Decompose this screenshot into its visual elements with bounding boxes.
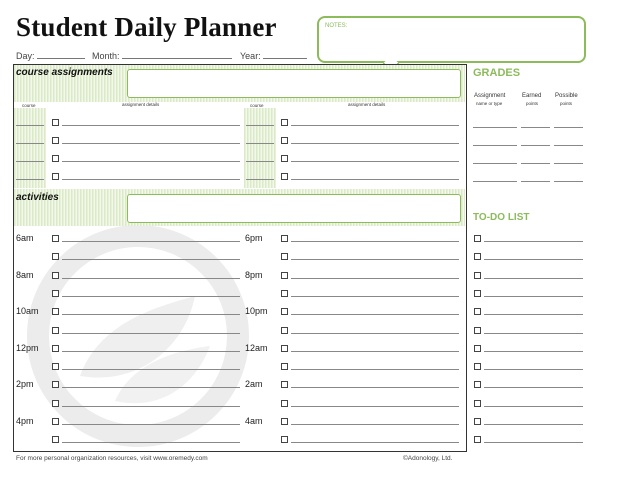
- activity-checkbox-right[interactable]: [281, 418, 288, 425]
- activity-checkbox-left[interactable]: [52, 363, 59, 370]
- grade-possible-line[interactable]: [554, 127, 583, 128]
- todo-checkbox[interactable]: [474, 308, 481, 315]
- month-field[interactable]: [92, 49, 232, 61]
- year-line: [263, 49, 307, 59]
- activity-time-left: 10am: [16, 306, 39, 317]
- activity-line-right[interactable]: [291, 369, 459, 370]
- activity-line-left[interactable]: [62, 278, 240, 279]
- day-line: [37, 49, 85, 59]
- activity-checkbox-right[interactable]: [281, 308, 288, 315]
- activity-checkbox-left[interactable]: [52, 253, 59, 260]
- assignment-checkbox-right[interactable]: [281, 173, 288, 180]
- todo-line[interactable]: [484, 442, 583, 443]
- year-field[interactable]: [240, 49, 307, 61]
- grade-assignment-line[interactable]: [473, 145, 517, 146]
- activity-time-left: 6am: [16, 233, 34, 243]
- grade-possible-line[interactable]: [554, 145, 583, 146]
- notes-box[interactable]: [317, 16, 586, 63]
- activity-line-left[interactable]: [62, 296, 240, 297]
- day-field[interactable]: [16, 49, 85, 61]
- main-section-frame: [13, 64, 467, 452]
- activity-checkbox-left[interactable]: [52, 327, 59, 334]
- activity-line-right[interactable]: [291, 241, 459, 242]
- activity-checkbox-left[interactable]: [52, 400, 59, 407]
- activity-line-left[interactable]: [62, 314, 240, 315]
- assignment-line-left[interactable]: [62, 179, 240, 180]
- activity-line-right[interactable]: [291, 278, 459, 279]
- course-line-right[interactable]: [246, 179, 274, 180]
- page-title: Student Daily Planner: [16, 12, 277, 42]
- todo-checkbox[interactable]: [474, 235, 481, 242]
- todo-checkbox[interactable]: [474, 272, 481, 279]
- grade-possible-line[interactable]: [554, 181, 583, 182]
- grades-col-earned-sub: points: [526, 101, 539, 106]
- course-assignments-input[interactable]: [127, 69, 461, 98]
- assignment-checkbox-left[interactable]: [52, 155, 59, 162]
- course-line-right[interactable]: [246, 143, 274, 144]
- activity-line-right[interactable]: [291, 259, 459, 260]
- grade-assignment-line[interactable]: [473, 181, 517, 182]
- grades-col-possible-sub: points: [560, 101, 573, 106]
- activity-time-right: 2am: [245, 379, 263, 390]
- activity-time-left: 8am: [16, 269, 34, 280]
- todo-line[interactable]: [484, 424, 583, 425]
- course-column-right: [244, 108, 276, 188]
- assignment-checkbox-right[interactable]: [281, 155, 288, 162]
- assignment-line-right[interactable]: [291, 143, 459, 144]
- grade-earned-line[interactable]: [521, 145, 550, 146]
- activity-checkbox-left[interactable]: [52, 235, 59, 242]
- todo-line[interactable]: [484, 406, 583, 407]
- todo-line[interactable]: [484, 278, 583, 279]
- todo-line[interactable]: [484, 351, 583, 352]
- activity-line-left[interactable]: [62, 259, 240, 260]
- grade-earned-line[interactable]: [521, 181, 550, 182]
- course-header-left: course: [22, 103, 36, 108]
- activity-checkbox-left[interactable]: [52, 381, 59, 388]
- assignment-checkbox-left[interactable]: [52, 137, 59, 144]
- notes-label: NOTES:: [325, 23, 348, 29]
- todo-line[interactable]: [484, 369, 583, 370]
- details-header-left: assignment details: [122, 102, 160, 107]
- todo-checkbox[interactable]: [474, 363, 481, 370]
- activity-time-left: 4pm: [16, 416, 34, 426]
- assignment-checkbox-left[interactable]: [52, 173, 59, 180]
- activity-time-left: 2pm: [16, 379, 34, 390]
- course-assignments-title: course assignments: [16, 67, 113, 78]
- footer-left-text: For more personal organization resources, visit www.oremedy.com: [16, 455, 208, 462]
- course-header-right: course: [250, 103, 264, 108]
- activity-line-right[interactable]: [291, 333, 459, 334]
- todo-checkbox[interactable]: [474, 345, 481, 352]
- activity-checkbox-left[interactable]: [52, 345, 59, 352]
- todo-checkbox[interactable]: [474, 290, 481, 297]
- todo-line[interactable]: [484, 241, 583, 242]
- activity-time-right: 6pm: [245, 233, 263, 243]
- course-line-right[interactable]: [246, 125, 274, 126]
- activity-checkbox-left[interactable]: [52, 290, 59, 297]
- month-label: Month:: [92, 51, 120, 61]
- activity-checkbox-right[interactable]: [281, 272, 288, 279]
- grade-assignment-line[interactable]: [473, 127, 517, 128]
- grade-earned-line[interactable]: [521, 163, 550, 164]
- activity-checkbox-left[interactable]: [52, 418, 59, 425]
- year-label: Year:: [240, 51, 261, 61]
- todo-checkbox[interactable]: [474, 381, 481, 388]
- assignment-line-left[interactable]: [62, 143, 240, 144]
- activity-line-right[interactable]: [291, 296, 459, 297]
- todo-checkbox[interactable]: [474, 400, 481, 407]
- activity-line-right[interactable]: [291, 314, 459, 315]
- todo-checkbox[interactable]: [474, 436, 481, 443]
- activity-line-left[interactable]: [62, 406, 240, 407]
- assignment-line-left[interactable]: [62, 125, 240, 126]
- activity-line-left[interactable]: [62, 351, 240, 352]
- grades-title: GRADES: [473, 67, 521, 79]
- todo-checkbox[interactable]: [474, 327, 481, 334]
- course-line-left[interactable]: [16, 125, 44, 126]
- activity-line-right[interactable]: [291, 442, 459, 443]
- activity-line-right[interactable]: [291, 406, 459, 407]
- grade-assignment-line[interactable]: [473, 163, 517, 164]
- assignment-checkbox-right[interactable]: [281, 119, 288, 126]
- activity-checkbox-right[interactable]: [281, 253, 288, 260]
- activity-time-right: 4am: [245, 416, 263, 426]
- todo-title: TO-DO LIST: [473, 212, 530, 223]
- activity-line-right[interactable]: [291, 351, 459, 352]
- todo-line[interactable]: [484, 259, 583, 260]
- course-column-left: [14, 108, 46, 188]
- activity-checkbox-right[interactable]: [281, 345, 288, 352]
- activity-time-right: 8pm: [245, 269, 263, 280]
- assignment-checkbox-right[interactable]: [281, 137, 288, 144]
- activity-line-right[interactable]: [291, 387, 459, 388]
- grade-earned-line[interactable]: [521, 127, 550, 128]
- assignment-line-right[interactable]: [291, 161, 459, 162]
- activities-title: activities: [16, 192, 59, 203]
- activity-checkbox-left[interactable]: [52, 436, 59, 443]
- todo-line[interactable]: [484, 314, 583, 315]
- grade-possible-line[interactable]: [554, 163, 583, 164]
- activity-checkbox-left[interactable]: [52, 272, 59, 279]
- activity-line-left[interactable]: [62, 241, 240, 242]
- assignment-line-left[interactable]: [62, 161, 240, 162]
- grades-col-possible: Possible: [555, 93, 578, 99]
- activity-checkbox-right[interactable]: [281, 400, 288, 407]
- activity-line-left[interactable]: [62, 333, 240, 334]
- activity-checkbox-left[interactable]: [52, 308, 59, 315]
- activity-line-left[interactable]: [62, 387, 240, 388]
- activity-time-right: 12am: [245, 342, 268, 353]
- course-line-left[interactable]: [16, 143, 44, 144]
- month-line: [122, 49, 232, 59]
- activity-checkbox-right[interactable]: [281, 290, 288, 297]
- todo-line[interactable]: [484, 333, 583, 334]
- activities-input[interactable]: [127, 194, 461, 223]
- grades-col-earned: Earned: [522, 93, 542, 99]
- course-line-right[interactable]: [246, 161, 274, 162]
- course-line-left[interactable]: [16, 179, 44, 180]
- course-line-left[interactable]: [16, 161, 44, 162]
- todo-checkbox[interactable]: [474, 253, 481, 260]
- todo-line[interactable]: [484, 296, 583, 297]
- grades-col-assignment: Assignment: [474, 93, 506, 99]
- activity-line-left[interactable]: [62, 424, 240, 425]
- assignment-line-right[interactable]: [291, 125, 459, 126]
- grades-col-assignment-sub: name or type: [476, 101, 503, 106]
- activity-checkbox-right[interactable]: [281, 363, 288, 370]
- activity-checkbox-right[interactable]: [281, 235, 288, 242]
- activity-checkbox-right[interactable]: [281, 381, 288, 388]
- day-label: Day:: [16, 51, 35, 61]
- assignment-line-right[interactable]: [291, 179, 459, 180]
- activity-time-left: 12pm: [16, 342, 39, 353]
- activity-line-right[interactable]: [291, 424, 459, 425]
- activity-line-left[interactable]: [62, 442, 240, 443]
- assignment-checkbox-left[interactable]: [52, 119, 59, 126]
- activity-line-left[interactable]: [62, 369, 240, 370]
- activity-checkbox-right[interactable]: [281, 327, 288, 334]
- activity-checkbox-right[interactable]: [281, 436, 288, 443]
- todo-checkbox[interactable]: [474, 418, 481, 425]
- todo-line[interactable]: [484, 387, 583, 388]
- details-header-right: assignment details: [348, 102, 386, 107]
- footer-copyright: ©Adonology, Ltd.: [403, 455, 453, 462]
- activity-time-right: 10pm: [245, 306, 268, 317]
